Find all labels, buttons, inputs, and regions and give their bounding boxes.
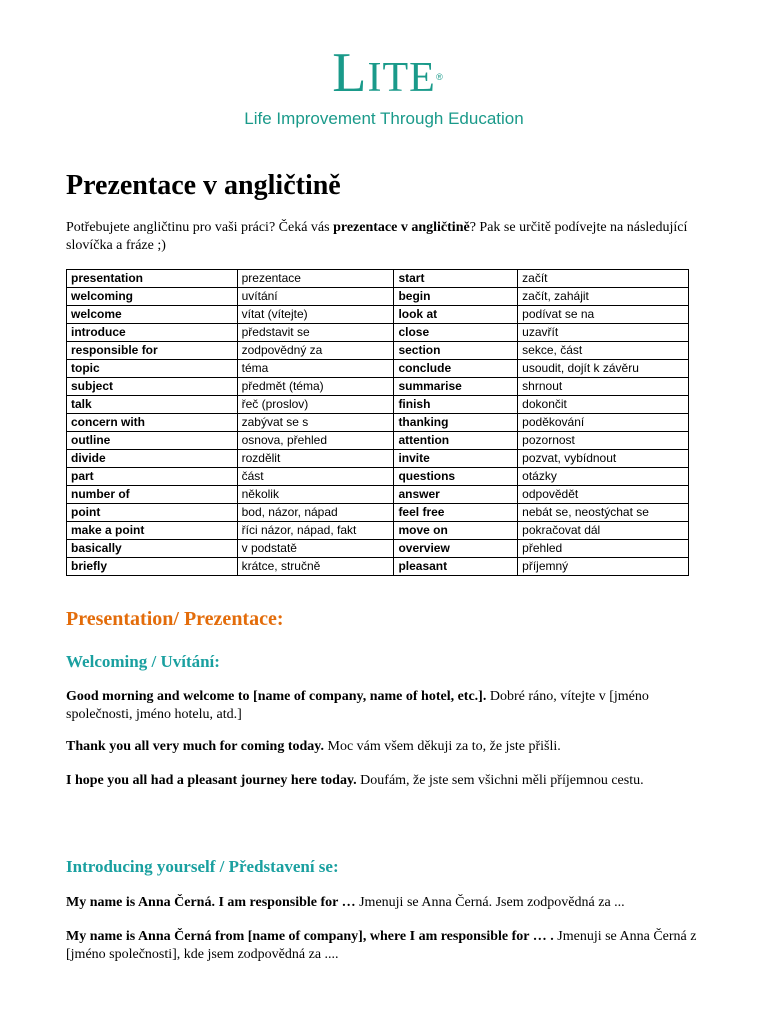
- vocab-english-term: finish: [394, 396, 518, 414]
- vocab-english-term: invite: [394, 450, 518, 468]
- vocab-czech-translation: bod, názor, nápad: [237, 504, 394, 522]
- logo-wordmark: LITE ®: [332, 42, 444, 104]
- logo-tagline: Life Improvement Through Education: [244, 109, 524, 128]
- vocab-czech-translation: krátce, stručně: [237, 558, 394, 576]
- vocab-row: [67, 414, 689, 432]
- vocab-czech-translation: začít, zahájit: [518, 288, 689, 306]
- vocab-czech-translation: zabývat se s: [237, 414, 394, 432]
- heading-welcoming: Welcoming / Uvítání:: [66, 652, 220, 671]
- vocab-czech-translation: část: [237, 468, 394, 486]
- vocab-english-term: move on: [394, 522, 518, 540]
- vocab-english-term: begin: [394, 288, 518, 306]
- vocab-english-term: questions: [394, 468, 518, 486]
- vocab-row: [67, 432, 689, 450]
- vocab-czech-translation: několik: [237, 486, 394, 504]
- vocab-czech-translation: pokračovat dál: [518, 522, 689, 540]
- vocab-czech-translation: předmět (téma): [237, 378, 394, 396]
- vocab-english-term: outline: [67, 432, 238, 450]
- vocab-czech-translation: představit se: [237, 324, 394, 342]
- vocab-english-term: start: [394, 270, 518, 288]
- vocab-english-term: briefly: [67, 558, 238, 576]
- vocab-english-term: section: [394, 342, 518, 360]
- vocab-english-term: basically: [67, 540, 238, 558]
- vocab-english-term: topic: [67, 360, 238, 378]
- vocab-english-term: feel free: [394, 504, 518, 522]
- vocab-english-term: overview: [394, 540, 518, 558]
- vocab-row: [67, 288, 689, 306]
- vocab-row: [67, 504, 689, 522]
- vocab-english-term: welcoming: [67, 288, 238, 306]
- vocab-czech-translation: nebát se, neostýchat se: [518, 504, 689, 522]
- vocab-english-term: summarise: [394, 378, 518, 396]
- vocab-czech-translation: řeč (proslov): [237, 396, 394, 414]
- vocab-czech-translation: říci názor, nápad, fakt: [237, 522, 394, 540]
- page-title: Prezentace v angličtině: [66, 170, 341, 201]
- vocab-english-term: answer: [394, 486, 518, 504]
- lite-logo: [0, 42, 768, 129]
- vocab-english-term: look at: [394, 306, 518, 324]
- vocab-czech-translation: podívat se na: [518, 306, 689, 324]
- vocab-english-term: thanking: [394, 414, 518, 432]
- vocab-row: [67, 450, 689, 468]
- phrase-welcoming-1: Good morning and welcome to [name of company, name of hotel, etc.]. Dobré ráno, vítejte v [jméno společnosti, jméno hotelu, atd.]: [66, 689, 649, 722]
- vocab-czech-translation: uzavřít: [518, 324, 689, 342]
- phrase-welcoming-2: Thank you all very much for coming today. Moc vám všem děkuji za to, že jste přišli.: [66, 739, 561, 754]
- vocab-czech-translation: sekce, část: [518, 342, 689, 360]
- vocab-row: [67, 540, 689, 558]
- vocab-czech-translation: odpovědět: [518, 486, 689, 504]
- vocab-english-term: introduce: [67, 324, 238, 342]
- vocab-czech-translation: zodpovědný za: [237, 342, 394, 360]
- vocab-czech-translation: poděkování: [518, 414, 689, 432]
- vocab-row: [67, 306, 689, 324]
- vocab-english-term: divide: [67, 450, 238, 468]
- vocab-english-term: close: [394, 324, 518, 342]
- intro-paragraph: Potřebujete angličtinu pro vaši práci? Čeká vás prezentace v angličtině? Pak se určitě podívejte na následující slovíčka a fráze ;): [66, 220, 688, 253]
- vocab-czech-translation: rozdělit: [237, 450, 394, 468]
- vocab-czech-translation: dokončit: [518, 396, 689, 414]
- vocab-czech-translation: usoudit, dojít k závěru: [518, 360, 689, 378]
- vocab-english-term: part: [67, 468, 238, 486]
- vocab-row: [67, 522, 689, 540]
- vocab-czech-translation: prezentace: [237, 270, 394, 288]
- phrase-welcoming-3: I hope you all had a pleasant journey here today. Doufám, že jste sem všichni měli příjemnou cestu.: [66, 773, 644, 788]
- vocab-row: [67, 270, 689, 288]
- vocab-english-term: number of: [67, 486, 238, 504]
- vocab-english-term: responsible for: [67, 342, 238, 360]
- vocab-english-term: conclude: [394, 360, 518, 378]
- vocab-english-term: welcome: [67, 306, 238, 324]
- vocab-czech-translation: vítat (vítejte): [237, 306, 394, 324]
- vocab-czech-translation: shrnout: [518, 378, 689, 396]
- section-heading-presentation: Presentation/ Prezentace:: [66, 608, 284, 630]
- vocab-czech-translation: téma: [237, 360, 394, 378]
- vocab-czech-translation: pozornost: [518, 432, 689, 450]
- vocab-row: [67, 342, 689, 360]
- vocab-row: [67, 486, 689, 504]
- vocab-czech-translation: pozvat, vybídnout: [518, 450, 689, 468]
- vocab-row: [67, 396, 689, 414]
- vocab-czech-translation: v podstatě: [237, 540, 394, 558]
- vocab-english-term: concern with: [67, 414, 238, 432]
- vocab-czech-translation: uvítání: [237, 288, 394, 306]
- phrase-introducing-1: My name is Anna Černá. I am responsible for … Jmenuji se Anna Černá. Jsem zodpovědná za ...: [66, 895, 625, 910]
- vocab-english-term: make a point: [67, 522, 238, 540]
- vocab-czech-translation: příjemný: [518, 558, 689, 576]
- vocab-english-term: talk: [67, 396, 238, 414]
- vocab-czech-translation: osnova, přehled: [237, 432, 394, 450]
- vocab-english-term: point: [67, 504, 238, 522]
- vocab-row: [67, 378, 689, 396]
- phrase-introducing-2: My name is Anna Černá from [name of company], where I am responsible for … . Jmenuji se Anna Černá z [jméno společnosti], kde jsem zodpovědná za ....: [66, 929, 697, 962]
- vocab-english-term: attention: [394, 432, 518, 450]
- vocabulary-table: [66, 269, 689, 576]
- vocab-row: [67, 324, 689, 342]
- heading-introducing: Introducing yourself / Představení se:: [66, 857, 339, 876]
- vocab-row: [67, 468, 689, 486]
- vocab-czech-translation: přehled: [518, 540, 689, 558]
- vocab-czech-translation: začít: [518, 270, 689, 288]
- vocab-row: [67, 360, 689, 378]
- vocab-english-term: pleasant: [394, 558, 518, 576]
- vocab-czech-translation: otázky: [518, 468, 689, 486]
- vocab-english-term: subject: [67, 378, 238, 396]
- vocab-row: [67, 558, 689, 576]
- vocab-english-term: presentation: [67, 270, 238, 288]
